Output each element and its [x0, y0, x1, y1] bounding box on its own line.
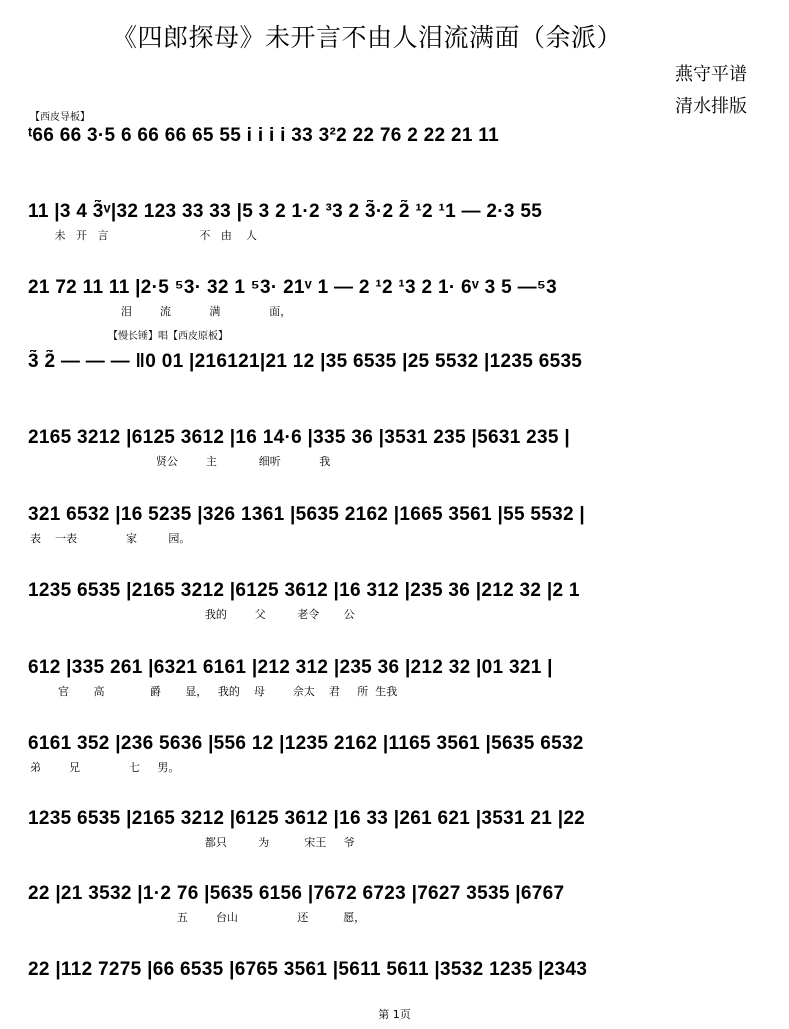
- score-lyrics: 我的 父 老令 公: [30, 608, 355, 621]
- score-lyrics: 泪 流 满 面，: [30, 305, 292, 318]
- score-notes: ᵗ66 66 3·5 6 66 66 65 55 i i i i 33 3²2 22 76 2 22 21 11: [28, 125, 499, 146]
- score-lyrics: 都只 为 宋王 爷: [30, 836, 355, 849]
- score-notes: 321 6532 |16 5235 |326 1361 |5635 2162 |1665 3561 |55 5532 |: [28, 504, 586, 525]
- score-notes: 612 |335 261 |6321 6161 |212 312 |235 36 |212 32 |01 321 |: [28, 657, 553, 678]
- page-title: 《四郎探母》未开言不由人泪流满面（余派）: [112, 23, 623, 52]
- score-notes: 6161 352 |236 5636 |556 12 |1235 2162 |1165 3561 |5635 6532: [28, 733, 584, 754]
- score-notes: 11 |3 4 3̃ᵛ|32 123 33 33 |5 3 2 1·2 ³3 2 3̃·2 2̃ ¹2 ¹1 — 2·3 55: [28, 201, 543, 222]
- score-lyrics: 五 台山 还 愿，: [30, 911, 366, 924]
- page-footer: 第 1页: [378, 1008, 411, 1021]
- section-marking-xipi-daoban: 【西皮导板】: [30, 112, 90, 123]
- score-notes: 21 72 11 11 |2·5 ⁵3· 32 1 ⁵3· 21ᵛ 1 — 2 ¹2 ¹3 2 1· 6ᵛ 3 5 —⁵3: [28, 277, 557, 298]
- section-marking-xipi-yuanban: 【慢长锤】唱【西皮原板】: [108, 331, 228, 342]
- score-notes: 3̃ 2̃ — — — ‖0 01 |216121|21 12 |35 6535 |25 5532 |1235 6535: [28, 351, 583, 372]
- score-lyrics: 弟 兄 七 男。: [30, 761, 180, 774]
- score-notes: 22 |21 3532 |1·2 76 |5635 6156 |7672 6723 |7627 3535 |6767: [28, 883, 565, 904]
- score-lyrics: 官 高 爵 显， 我的 母 佘太 君 所 生我: [30, 685, 398, 698]
- score-lyrics: 贤公 主 细听 我: [30, 455, 331, 468]
- layout-credit: 清水排版: [675, 96, 747, 117]
- score-lyrics: [30, 151, 770, 167]
- score-lyrics: 表 一表 家 园。: [30, 532, 191, 545]
- score-lyrics: [30, 377, 770, 393]
- score-lyrics: 未 开 言 不 由 人: [30, 229, 257, 242]
- score-notes: 1235 6535 |2165 3212 |6125 3612 |16 33 |261 621 |3531 21 |22: [28, 808, 586, 829]
- score-credit: 燕守平谱: [675, 64, 747, 85]
- score-notes: 2165 3212 |6125 3612 |16 14·6 |335 36 |3531 235 |5631 235 |: [28, 427, 570, 448]
- score-notes: 22 |112 7275 |66 6535 |6765 3561 |5611 5611 |3532 1235 |2343: [28, 959, 588, 980]
- score-lyrics: [30, 985, 770, 1001]
- score-notes: 1235 6535 |2165 3212 |6125 3612 |16 312 |235 36 |212 32 |2 1: [28, 580, 580, 601]
